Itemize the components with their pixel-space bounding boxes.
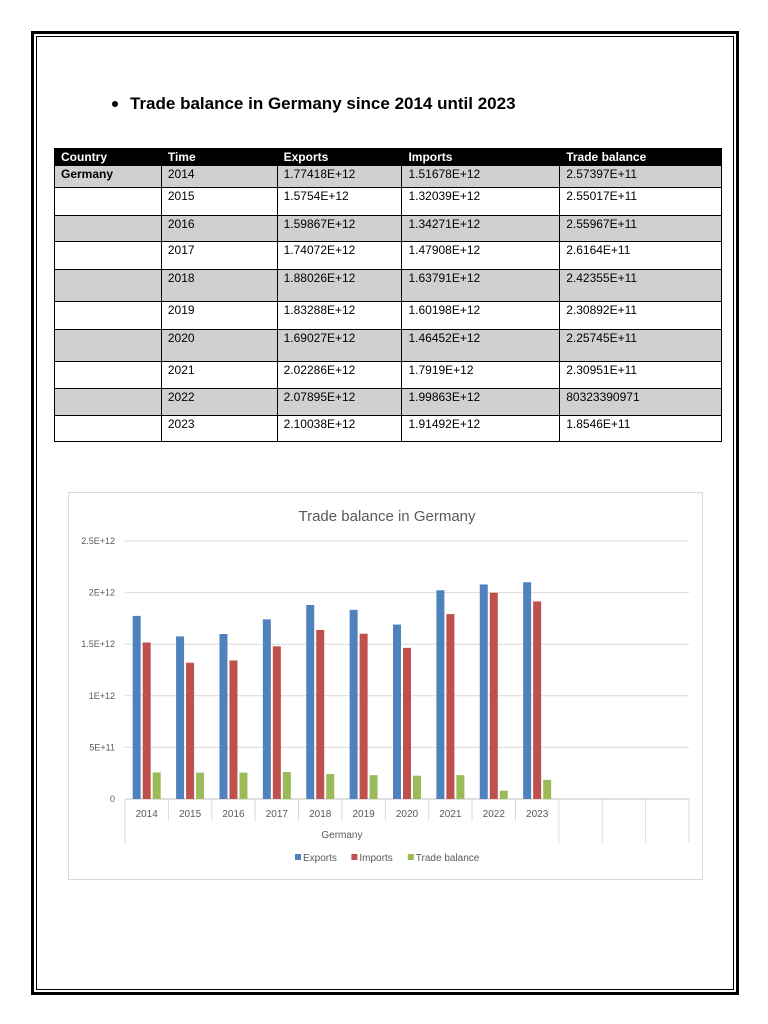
bar-trade-balance bbox=[239, 773, 247, 799]
cell-country bbox=[55, 330, 162, 362]
bar-trade-balance bbox=[500, 791, 508, 799]
bar-imports bbox=[316, 630, 324, 799]
cell-exports: 1.83288E+12 bbox=[277, 302, 402, 330]
cell-country bbox=[55, 270, 162, 302]
bar-imports bbox=[143, 642, 151, 799]
cell-exports: 1.74072E+12 bbox=[277, 242, 402, 270]
cell-imports: 1.46452E+12 bbox=[402, 330, 560, 362]
legend-label: Imports bbox=[359, 853, 393, 864]
cell-country bbox=[55, 302, 162, 330]
heading-text: Trade balance in Germany since 2014 until 2023 bbox=[130, 94, 516, 113]
cell-time: 2018 bbox=[161, 270, 277, 302]
bar-imports bbox=[490, 593, 498, 799]
bar-imports bbox=[273, 646, 281, 799]
cell-exports: 2.07895E+12 bbox=[277, 389, 402, 416]
y-tick-label: 0 bbox=[109, 794, 115, 804]
section-heading bbox=[112, 94, 516, 114]
x-tick-label: 2016 bbox=[222, 809, 245, 820]
table-header-row bbox=[55, 149, 722, 166]
cell-country bbox=[55, 188, 162, 216]
cell-time: 2015 bbox=[161, 188, 277, 216]
table-row bbox=[55, 188, 722, 216]
cell-trade-balance: 2.55017E+11 bbox=[560, 188, 722, 216]
cell-time: 2023 bbox=[161, 416, 277, 442]
cell-imports: 1.47908E+12 bbox=[402, 242, 560, 270]
cell-trade-balance: 2.42355E+11 bbox=[560, 270, 722, 302]
bar-imports bbox=[533, 601, 541, 799]
cell-imports: 1.99863E+12 bbox=[402, 389, 560, 416]
cell-trade-balance: 2.30951E+11 bbox=[560, 362, 722, 389]
cell-trade-balance: 2.57397E+11 bbox=[560, 166, 722, 188]
header-trade-balance: Trade balance bbox=[560, 149, 722, 166]
legend-swatch-exports bbox=[295, 854, 301, 860]
table-row bbox=[55, 362, 722, 389]
y-tick-label: 5E+11 bbox=[89, 742, 115, 753]
table-row bbox=[55, 389, 722, 416]
x-group-label: Germany bbox=[321, 830, 363, 841]
cell-imports: 1.34271E+12 bbox=[402, 216, 560, 242]
legend-swatch-trade-balance bbox=[408, 854, 414, 860]
cell-trade-balance: 2.30892E+11 bbox=[560, 302, 722, 330]
cell-time: 2021 bbox=[161, 362, 277, 389]
cell-time: 2017 bbox=[161, 242, 277, 270]
x-tick-label: 2014 bbox=[135, 809, 158, 820]
cell-time: 2022 bbox=[161, 389, 277, 416]
cell-trade-balance: 2.6164E+11 bbox=[560, 242, 722, 270]
bar-trade-balance bbox=[456, 775, 464, 799]
cell-imports: 1.51678E+12 bbox=[402, 166, 560, 188]
bar-imports bbox=[360, 634, 368, 799]
chart-container bbox=[68, 492, 703, 880]
bar-trade-balance bbox=[283, 772, 291, 799]
cell-exports: 1.59867E+12 bbox=[277, 216, 402, 242]
cell-imports: 1.63791E+12 bbox=[402, 270, 560, 302]
cell-trade-balance: 2.55967E+11 bbox=[560, 216, 722, 242]
bar-exports bbox=[263, 619, 271, 799]
x-tick-label: 2015 bbox=[178, 809, 202, 820]
x-tick-label: 2022 bbox=[482, 809, 505, 820]
header-country: Country bbox=[55, 149, 162, 166]
x-tick-label: 2020 bbox=[395, 809, 419, 820]
cell-country: Germany bbox=[55, 166, 162, 188]
bar-exports bbox=[393, 625, 401, 799]
bar-exports bbox=[480, 584, 488, 799]
cell-imports: 1.60198E+12 bbox=[402, 302, 560, 330]
cell-trade-balance: 80323390971 bbox=[560, 389, 722, 416]
bar-trade-balance bbox=[413, 776, 421, 799]
legend-swatch-imports bbox=[351, 854, 357, 860]
cell-country bbox=[55, 242, 162, 270]
bar-imports bbox=[229, 660, 237, 799]
y-tick-label: 2E+12 bbox=[88, 587, 115, 598]
x-tick-label: 2021 bbox=[439, 809, 462, 820]
cell-exports: 1.5754E+12 bbox=[277, 188, 402, 216]
legend-label: Trade balance bbox=[415, 853, 480, 864]
cell-exports: 1.77418E+12 bbox=[277, 166, 402, 188]
y-tick-label: 1.5E+12 bbox=[81, 639, 115, 650]
cell-country bbox=[55, 416, 162, 442]
cell-imports: 1.32039E+12 bbox=[402, 188, 560, 216]
bar-trade-balance bbox=[153, 772, 161, 799]
x-tick-label: 2017 bbox=[265, 809, 288, 820]
header-time: Time bbox=[161, 149, 277, 166]
cell-imports: 1.7919E+12 bbox=[402, 362, 560, 389]
x-tick-label: 2019 bbox=[352, 809, 375, 820]
bar-imports bbox=[446, 614, 454, 799]
x-tick-label: 2023 bbox=[526, 809, 549, 820]
bar-exports bbox=[436, 590, 444, 799]
chart-title: Trade balance in Germany bbox=[298, 508, 476, 525]
table-row bbox=[55, 416, 722, 442]
bar-trade-balance bbox=[543, 780, 551, 799]
cell-exports: 1.69027E+12 bbox=[277, 330, 402, 362]
bar-trade-balance bbox=[196, 773, 204, 799]
cell-imports: 1.91492E+12 bbox=[402, 416, 560, 442]
cell-country bbox=[55, 362, 162, 389]
table-row bbox=[55, 166, 722, 188]
bar-exports bbox=[350, 610, 358, 799]
table-row bbox=[55, 216, 722, 242]
table-row bbox=[55, 270, 722, 302]
cell-trade-balance: 2.25745E+11 bbox=[560, 330, 722, 362]
bullet-icon bbox=[112, 101, 118, 107]
cell-time: 2020 bbox=[161, 330, 277, 362]
bar-exports bbox=[133, 616, 141, 799]
table-row bbox=[55, 302, 722, 330]
x-tick-label: 2018 bbox=[309, 809, 332, 820]
cell-country bbox=[55, 216, 162, 242]
legend-label: Exports bbox=[303, 853, 337, 864]
cell-exports: 2.10038E+12 bbox=[277, 416, 402, 442]
bar-exports bbox=[219, 634, 227, 799]
bar-exports bbox=[176, 636, 184, 799]
table-row bbox=[55, 330, 722, 362]
bar-imports bbox=[186, 663, 194, 799]
bar-exports bbox=[523, 582, 531, 799]
y-tick-label: 2.5E+12 bbox=[81, 536, 115, 546]
cell-exports: 1.88026E+12 bbox=[277, 270, 402, 302]
cell-time: 2014 bbox=[161, 166, 277, 188]
cell-trade-balance: 1.8546E+11 bbox=[560, 416, 722, 442]
bar-trade-balance bbox=[370, 775, 378, 799]
cell-time: 2019 bbox=[161, 302, 277, 330]
table-row bbox=[55, 242, 722, 270]
y-tick-label: 1E+12 bbox=[88, 690, 115, 701]
bar-imports bbox=[403, 648, 411, 799]
cell-exports: 2.02286E+12 bbox=[277, 362, 402, 389]
bar-trade-balance bbox=[326, 774, 334, 799]
cell-time: 2016 bbox=[161, 216, 277, 242]
trade-table bbox=[54, 148, 722, 442]
bar-chart bbox=[69, 493, 702, 879]
header-exports: Exports bbox=[277, 149, 402, 166]
bar-exports bbox=[306, 605, 314, 799]
header-imports: Imports bbox=[402, 149, 560, 166]
table-body bbox=[55, 166, 722, 442]
cell-country bbox=[55, 389, 162, 416]
